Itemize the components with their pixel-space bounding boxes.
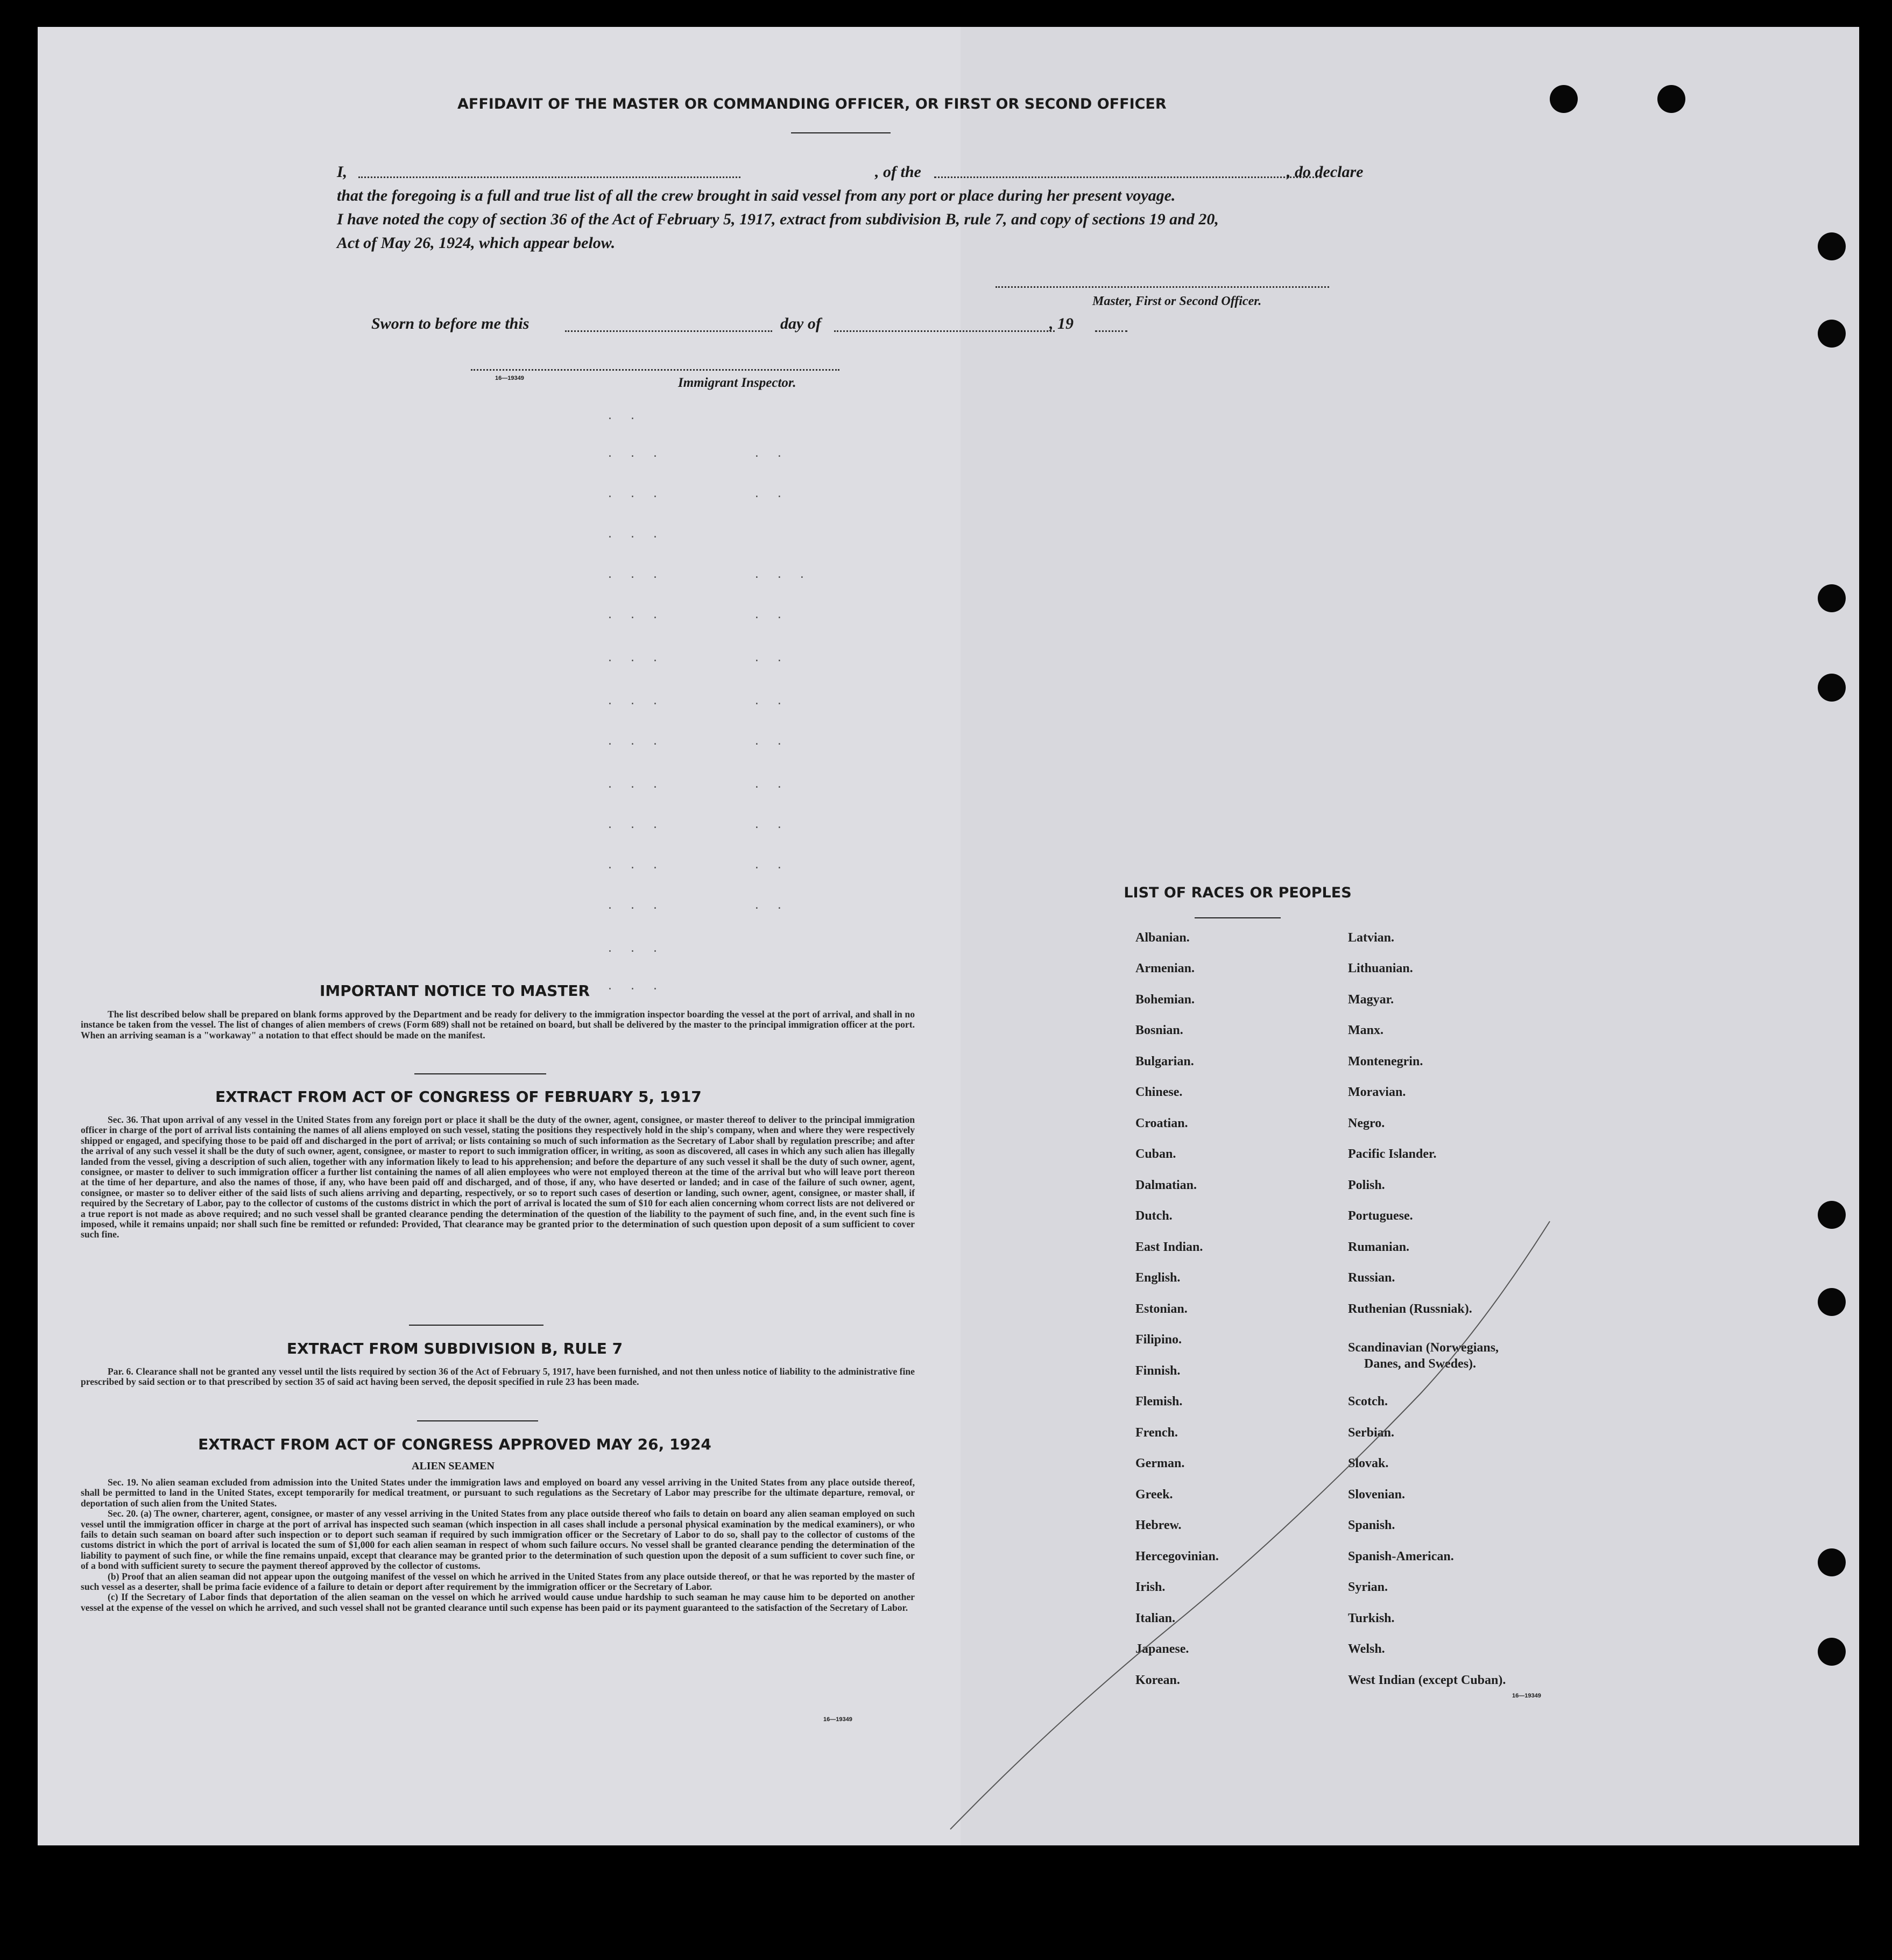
punch-hole-right-6 [1818, 1288, 1846, 1316]
race-item: Japanese. [1135, 1642, 1189, 1656]
race-item: Hebrew. [1135, 1518, 1182, 1532]
affidavit-line-1 [337, 160, 1386, 184]
race-item: Negro. [1348, 1116, 1385, 1130]
race-item: Danes, and Swedes). [1364, 1357, 1477, 1371]
race-item: Syrian. [1348, 1580, 1388, 1594]
race-item: Cuban. [1135, 1147, 1176, 1161]
punch-hole-top-1 [1550, 85, 1578, 113]
punch-hole-right-2 [1818, 320, 1846, 348]
race-item: Portuguese. [1348, 1209, 1413, 1223]
race-item: Hercegovinian. [1135, 1549, 1219, 1563]
affidavit-line-4: Act of May 26, 1924, which appear below. [337, 234, 616, 252]
race-item: Albanian. [1135, 931, 1190, 945]
extract-1924-form-number: 16—19349 [823, 1716, 852, 1723]
affidavit-of-the: , of the [875, 163, 921, 181]
race-item: Latvian. [1348, 931, 1395, 945]
sworn-day-of: day of [780, 315, 821, 332]
affidavit-line-3: I have noted the copy of section 36 of the Act of February 5, 1917, extract from subdivision B, rule 7, and copy of sections 19 and 20, [337, 210, 1219, 228]
sworn-year: , 19 [1049, 315, 1074, 332]
race-item: Spanish. [1348, 1518, 1395, 1532]
extract-1924-text [81, 1477, 915, 1613]
race-item: Armenian. [1135, 961, 1195, 975]
pencil-stroke [947, 1184, 1566, 1840]
sec-20c: (c) If the Secretary of Labor finds that deportation of the alien seaman on the vessel on which he arrived would cause undue hardship to such seaman he may cause him to be deported on another vessel at the expense of the vessel on which he arrived, and such vessel shall not be granted clearance until such expense has been paid or its payment guaranteed to the satisfaction of the Secretary of Labor. [81, 1591, 915, 1613]
race-item: French. [1135, 1426, 1178, 1440]
race-item: Bohemian. [1135, 993, 1195, 1007]
sec-19: Sec. 19. No alien seaman excluded from admission into the United States under the immigration laws and employed on board any vessel arriving in the United States from any place outside thereof, shall be permitted to land in the United States, except temporarily for medical treatment, or pursuant to such regulations as the Secretary of Labor may prescribe for the ultimate departure, removal, or deportation of such alien from the United States. [81, 1477, 915, 1509]
race-item: Rumanian. [1348, 1240, 1410, 1254]
sec-20b: (b) Proof that an alien seaman did not appear upon the outgoing manifest of the vessel on which he arrived in the United States from any place outside thereof, or that he was reported by the master of such vessel as a deserter, shall be prima facie evidence of a failure to detain or deport after requirement by the immigration officer or the Secretary of Labor. [81, 1570, 915, 1593]
affidavit-declare: , do declare [1287, 163, 1364, 181]
race-item: Slovak. [1348, 1456, 1389, 1470]
document-sheet: AFFIDAVIT OF THE MASTER OR COMMANDING OFFICER, OR FIRST OR SECOND OFFICER I, , of the , do declare that the foregoing is a full and true list of all the crew brought in said vessel from any port or place during her present voyage. I have noted the copy of section 36 of the Act of February 5, 1917, extract from subdivision B, rule 7, and copy of sections 19 and 20, Act of May 26, 1924, which appear below. Master, First or Second Officer. Sworn to before me this day of , 19 16—19349 Immigrant Inspector. . . . . . . . . . . . . . . . . . . . . . . . . . . . . . . . . . . . . . . . . . . . . . . . . . . . . . . . . . . . . . . . . . . . IMPORTANT NOTICE TO MASTER The list described below shall be prepared on blank forms approved by the Department and be ready for delivery to the immigration inspector boarding the vessel at the port of arrival, and shall in no instance be taken from the vessel. The list of changes of alien members of crews (Form 689) shall not be retained on board, but shall be delivered by the master to the principal immigration officer at the port. When an arriving seaman is a "workaway" a notation to that effect should be made on the manifest. EXTRACT FROM ACT OF CONGRESS OF FEBRUARY 5, 1917 Sec. 36. That upon arrival of any vessel in the United States from any foreign port or place it shall be the duty of the owner, agent, consignee, or master thereof to deliver to the principal immigration officer in charge of the port of arrival lists containing the names of all aliens employed on such vessel, stating the positions they respectively hold in the ship's company, when and where they were respectively shipped or engaged, and specifying those to be paid off and discharged in the port of arrival; or lists containing so much of such information as the Secretary of Labor shall by regulation prescribe; and after the arrival of any such vessel it shall be the duty of such owner, agent, consignee, or master to report to such immigration officer, in writing, as soon as discovered, all cases in which any such alien has illegally landed from the vessel, giving a description of such alien, together with any information likely to lead to his apprehension; and before the departure of any such vessel it shall be the duty of such owner, agent, consignee, or master to deliver to such immigration officer a further list containing the names of all alien employees who were not employed thereon at the time of the arrival but who will leave port thereon at the time of her departure, and also the names of those, if any, who have been paid off and discharged, and of those, if any, who have deserted or landed; and in case of the failure of such owner, agent, consignee, or master so to deliver either of the said lists of such aliens arriving and departing, respectively, or so to report such cases of desertion or landing, such owner, agent, consignee, or master shall, if required by the Secretary of Labor, pay to the collector of customs of the customs district in which the port of arrival is located the sum of $10 for each alien concerning whom correct lists are not delivered or a true report is not made as above required; and no such vessel shall be granted clearance pending the determination of the question of the liability to the payment of such fine, and, in the event such fine is imposed, while it remains unpaid; nor shall such fine be remitted or refunded: Provided, That clearance may be granted prior to the determination of such question upon deposit of a sum sufficient to cover such fine. EXTRACT FROM SUBDIVISION B, RULE 7 Par. 6. Clearance shall not be granted any vessel until the lists required by section 36 of the Act of February 5, 1917, have been furnished, and not then unless notice of liability to the administrative fine prescribed by said section or to that prescribed by section 35 of said act having been served, the deposit specified in rule 23 has been made. EXTRACT FROM ACT OF CONGRESS APPROVED MAY 26, 1924 ALIEN SEAMEN Sec. 19. No alien seaman excluded from admission into the United States under the immigration laws and employed on board any vessel arriving in the United States from any place outside thereof, shall be permitted to land in the United States, except temporarily for medical treatment, or pursuant to such regulations as the Secretary of Labor may prescribe for the ultimate departure, removal, or deportation of such alien from the United States. Sec. 20. (a) The owner, charterer, agent, consignee, or master of any vessel arriving in the United States from any place outside thereof who fails to detain on board any alien seaman employed on such vessel until the immigration officer in charge at the port of arrival has inspected such seaman (which inspection in all cases shall include a personal physical examination by the medical examiners), or who fails to detain such seaman on board after such inspection or to deport such seaman if required by such immigration officer or the Secretary of Labor to do so, shall pay to the collector of customs of the customs district in which the port of arrival is located the sum of $1,000 for each alien seaman in respect of whom such failure occurs. No vessel shall be granted clearance pending the determination of the liability to payment of such fine, or while the fine remains unpaid, except that clearance may be granted prior to the determination of such question upon the deposit of a sum sufficient to cover such fine, or of a bond with sufficient surety to secure the payment thereof approved by the collector of customs. (b) Proof that an alien seaman did not appear upon the outgoing manifest of the vessel on which he arrived in the United States from any place outside thereof, or that he was reported by the master of such vessel as a deserter, shall be prima facie evidence of a failure to detain or deport after requirement by the immigration officer or the Secretary of Labor. (c) If the Secretary of Labor finds that deportation of the alien seaman on the vessel on which he arrived would cause undue hardship to such seaman he may cause him to be deported on another vessel at the expense of the vessel on which he arrived, and such vessel shall not be granted clearance until such expense has been paid or its payment guaranteed to the satisfaction of the Secretary of Labor. 16—19349 LIST OF RACES OR PEOPLES Albanian. Armenian. Bohemian. Bosnian. Bulgarian. Chinese. Croatian. Cuban. Dalmatian. Dutch. East Indian. English. Estonian. Filipino. Finnish. Flemish. French. German. Greek. Hebrew. Hercegovinian. Irish. Italian. Japanese. Korean. Latvian. Lithuanian. Magyar. Manx. Montenegrin. Moravian. Negro. Pacific Islander. Polish. Portuguese. Rumanian. Russian. Ruthenian (Russniak). Scandinavian (Norwegians, Danes, and Swedes). Scotch. Serbian. Slovak. Slovenian. Spanish. Spanish-American. Syrian. Turkish. Welsh. West Indian (except Cuban). 16—19349 [38, 27, 1859, 1845]
race-item: Italian. [1135, 1611, 1176, 1625]
punch-hole-right-7 [1818, 1548, 1846, 1576]
race-item: Magyar. [1348, 993, 1394, 1007]
race-item: Croatian. [1135, 1116, 1188, 1130]
punch-hole-right-8 [1818, 1638, 1846, 1666]
race-item: Dutch. [1135, 1209, 1173, 1223]
race-item: Greek. [1135, 1488, 1173, 1502]
extract-1924-title: EXTRACT FROM ACT OF CONGRESS APPROVED MAY 26, 1924 [198, 1435, 711, 1453]
sec-20a: Sec. 20. (a) The owner, charterer, agent, consignee, or master of any vessel arriving in the United States from any place outside thereof who fails to detain on board any alien seaman employed on such vessel until the immigration officer in charge at the port of arrival has inspected such seaman (which inspection in all cases shall include a personal physical examination by the medical examiners), or who fails to detain such seaman on board after such inspection or to deport such seaman if required by such immigration officer or the Secretary of Labor to do so, shall pay to the collector of customs of the customs district in which the port of arrival is located the sum of $1,000 for each alien seaman in respect of whom such failure occurs. No vessel shall be granted clearance pending the determination of the liability to payment of such fine, or while the fine remains unpaid, except that clearance may be granted prior to the determination of such question upon the deposit of a sum sufficient to cover such fine, or of a bond with sufficient surety to secure the payment thereof approved by the collector of customs. [81, 1508, 915, 1572]
extract-1917-title: EXTRACT FROM ACT OF CONGRESS OF FEBRUARY 5, 1917 [215, 1088, 702, 1106]
race-item: Serbian. [1348, 1426, 1395, 1440]
punch-hole-right-5 [1818, 1201, 1846, 1229]
race-item: Scotch. [1348, 1395, 1388, 1409]
punch-hole-right-3 [1818, 584, 1846, 612]
inspector-label: Immigrant Inspector. [678, 376, 796, 390]
sworn-prefix: Sworn to before me this [371, 315, 530, 332]
race-item: Bulgarian. [1135, 1055, 1194, 1069]
extract-rule7-text: Par. 6. Clearance shall not be granted any vessel until the lists required by section 36 of the Act of February 5, 1917, have been furnished, and not then unless notice of liability to the administrative fine prescribed by said section or to that prescribed by section 35 of said act having been served, the deposit specified in rule 23 has been made. [81, 1366, 915, 1388]
race-item: English. [1135, 1271, 1181, 1285]
race-item: Pacific Islander. [1348, 1147, 1437, 1161]
race-item: Chinese. [1135, 1085, 1183, 1099]
race-item: Manx. [1348, 1023, 1383, 1037]
race-item: Finnish. [1135, 1364, 1181, 1378]
notice-divider [414, 1073, 546, 1074]
race-item: East Indian. [1135, 1240, 1203, 1254]
race-item: Lithuanian. [1348, 961, 1413, 975]
race-item: Dalmatian. [1135, 1178, 1197, 1192]
extract-rule7-title: EXTRACT FROM SUBDIVISION B, RULE 7 [286, 1340, 623, 1357]
extract-1924-subtitle: ALIEN SEAMEN [412, 1460, 495, 1472]
race-item: Flemish. [1135, 1395, 1183, 1409]
affidavit-title: AFFIDAVIT OF THE MASTER OR COMMANDING OFFICER, OR FIRST OR SECOND OFFICER [457, 96, 1167, 112]
punch-hole-top-2 [1657, 85, 1685, 113]
title-underline [791, 132, 891, 133]
race-item: Bosnian. [1135, 1023, 1183, 1037]
race-item: Turkish. [1348, 1611, 1395, 1625]
races-form-number: 16—19349 [1512, 1693, 1541, 1699]
extract-1917-text: Sec. 36. That upon arrival of any vessel in the United States from any foreign port or place it shall be the duty of the owner, agent, consignee, or master thereof to deliver to the principal immigration officer in charge of the port of arrival lists containing the names of all aliens employed on such vessel, stating the positions they respectively hold in the ship's company, when and where they were respectively shipped or engaged, and specifying those to be paid off and discharged in the port of arrival; or lists containing so much of such information as the Secretary of Labor shall by regulation prescribe; and after the arrival of any such vessel it shall be the duty of such owner, agent, consignee, or master to report to such immigration officer, in writing, as soon as discovered, all cases in which any such alien has illegally landed from the vessel, giving a description of such alien, together with any information likely to lead to his apprehension; and before the departure of any such vessel it shall be the duty of such owner, agent, consignee, or master to deliver to such immigration officer a further list containing the names of all alien employees who were not employed thereon at the time of the arrival but who will leave port thereon at the time of her departure, and also the names of those, if any, who have been paid off and discharged, and of those, if any, who have deserted or landed; and in case of the failure of such owner, agent, consignee, or master so to deliver either of the said lists of such aliens arriving and departing, respectively, or so to report such cases of desertion or landing, such owner, agent, consignee, or master shall, if required by the Secretary of Labor, pay to the collector of customs of the customs district in which the port of arrival is located the sum of $10 for each alien concerning whom correct lists are not delivered or a true report is not made as above required; and no such vessel shall be granted clearance pending the determination of the question of the liability to the payment of such fine, and, in the event such fine is imposed, while it remains unpaid; nor shall such fine be remitted or refunded: Provided, That clearance may be granted prior to the determination of such question upon deposit of a sum sufficient to cover such fine. [81, 1114, 915, 1240]
race-item: Russian. [1348, 1271, 1395, 1285]
race-item: Scandinavian (Norwegians, [1348, 1341, 1499, 1355]
race-item: German. [1135, 1456, 1185, 1470]
races-title: LIST OF RACES OR PEOPLES [1124, 885, 1352, 901]
punch-hole-right-1 [1818, 232, 1846, 260]
race-item: Polish. [1348, 1178, 1385, 1192]
race-item: Korean. [1135, 1673, 1180, 1687]
affidavit-form-number: 16—19349 [495, 375, 524, 381]
notice-title: IMPORTANT NOTICE TO MASTER [319, 982, 590, 1000]
signature-line [996, 286, 1329, 288]
notice-text: The list described below shall be prepared on blank forms approved by the Department and be ready for delivery to the immigration inspector boarding the vessel at the port of arrival, and shall in no instance be taken from the vessel. The list of changes of alien members of crews (Form 689) shall not be retained on board, but shall be delivered by the master to the principal immigration officer at the port. When an arriving seaman is a "workaway" a notation to that effect should be made on the manifest. [81, 1009, 915, 1041]
race-item: Ruthenian (Russniak). [1348, 1302, 1472, 1316]
race-item: Slovenian. [1348, 1488, 1406, 1502]
race-item: Moravian. [1348, 1085, 1406, 1099]
inspector-signature-line [471, 369, 839, 371]
races-divider [1195, 917, 1281, 918]
affidavit-line-2: that the foregoing is a full and true list of all the crew brought in said vessel from any port or place during her present voyage. [337, 187, 1176, 204]
race-item: Spanish-American. [1348, 1549, 1454, 1563]
extract-1917-divider [409, 1325, 543, 1326]
race-item: Irish. [1135, 1580, 1166, 1594]
signature-label: Master, First or Second Officer. [1092, 294, 1262, 308]
race-item: Estonian. [1135, 1302, 1188, 1316]
race-item: Welsh. [1348, 1642, 1385, 1656]
race-item: West Indian (except Cuban). [1348, 1673, 1506, 1687]
race-item: Filipino. [1135, 1333, 1182, 1347]
sworn-line [371, 312, 1125, 336]
race-item: Montenegrin. [1348, 1055, 1423, 1069]
punch-hole-right-4 [1818, 674, 1846, 702]
extract-rule7-divider [417, 1420, 538, 1421]
affidavit-i: I, [337, 163, 348, 181]
